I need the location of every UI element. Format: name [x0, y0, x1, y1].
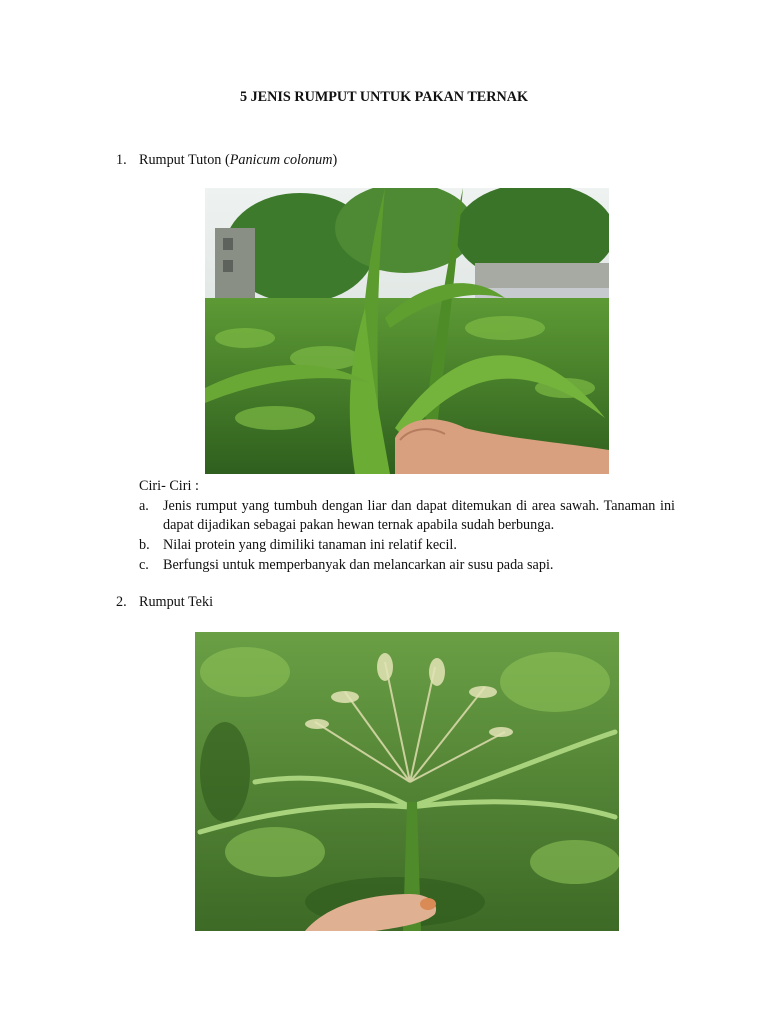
- section-name: Rumput Teki: [139, 594, 214, 610]
- list-item: [139, 556, 675, 575]
- list-marker: a.: [139, 498, 149, 514]
- list-text: Berfungsi untuk memperbanyak dan melancarkan air susu pada sapi.: [163, 557, 554, 573]
- ciri-label: Ciri- Ciri :: [139, 478, 199, 494]
- latin-name: Panicum colonum: [229, 152, 333, 168]
- photo-rumput-teki: [195, 632, 619, 931]
- section-name: Rumput Tuton (: [139, 152, 230, 168]
- list-text: Jenis rumput yang tumbuh dengan liar dan dapat ditemukan di area sawah. Tanaman ini dapat dijadikan sebagai pakan hewan ternak apabila sudah berbunga.: [163, 498, 675, 533]
- list-item: [139, 497, 675, 535]
- section-number: 1.: [116, 152, 127, 168]
- section-name-close: ): [332, 152, 338, 168]
- list-marker: b.: [139, 537, 150, 553]
- section-heading-2: [116, 593, 213, 612]
- section-number: 2.: [116, 594, 127, 610]
- photo-rumput-tuton: [205, 188, 609, 474]
- document-title: 5 JENIS RUMPUT UNTUK PAKAN TERNAK: [239, 89, 529, 105]
- list-text: Nilai protein yang dimiliki tanaman ini relatif kecil.: [163, 537, 457, 553]
- list-item: [139, 536, 675, 555]
- ciri-list: [139, 497, 675, 576]
- list-marker: c.: [139, 557, 149, 573]
- section-heading-1: [116, 151, 337, 170]
